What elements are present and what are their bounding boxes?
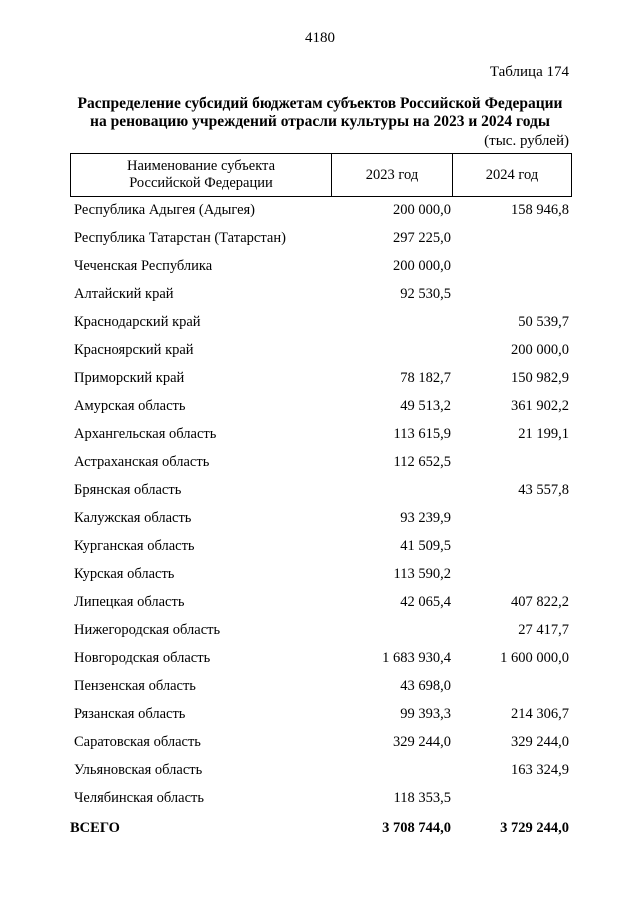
title-line-1: Распределение субсидий бюджетам субъектов Российской Федерации bbox=[77, 95, 563, 112]
value-2024: 27 417,7 bbox=[518, 622, 569, 638]
region-name: Алтайский край bbox=[74, 286, 174, 302]
header-year-2024: 2024 год bbox=[453, 154, 572, 196]
region-name: Архангельская область bbox=[74, 426, 217, 442]
region-name: Ульяновская область bbox=[74, 762, 203, 778]
value-2024: 361 902,2 bbox=[511, 398, 569, 414]
region-name: Новгородская область bbox=[74, 650, 211, 666]
region-name: Нижегородская область bbox=[74, 622, 221, 638]
value-2023: 113 590,2 bbox=[393, 566, 451, 582]
value-2023: 42 065,4 bbox=[400, 594, 451, 610]
value-2023: 93 239,9 bbox=[400, 510, 451, 526]
header-name-line-1: Наименование субъекта bbox=[126, 158, 276, 174]
table-row bbox=[70, 756, 572, 784]
region-name: Липецкая область bbox=[74, 594, 185, 610]
table-row bbox=[70, 364, 572, 392]
value-2024: 50 539,7 bbox=[518, 314, 569, 330]
value-2023: 200 000,0 bbox=[393, 202, 451, 218]
value-2024: 1 600 000,0 bbox=[500, 650, 569, 666]
table-row bbox=[70, 504, 572, 532]
region-name: Амурская область bbox=[74, 398, 186, 414]
table-row bbox=[70, 728, 572, 756]
value-2024: 3 729 244,0 bbox=[500, 820, 569, 836]
table-row bbox=[70, 448, 572, 476]
value-2024: 329 244,0 bbox=[511, 734, 569, 750]
table-row bbox=[70, 644, 572, 672]
value-2023: 112 652,5 bbox=[393, 454, 451, 470]
table-row bbox=[70, 532, 572, 560]
header-year-2023: 2023 год bbox=[332, 154, 453, 196]
table-row bbox=[70, 392, 572, 420]
region-name: Калужская область bbox=[74, 510, 192, 526]
table-row bbox=[70, 700, 572, 728]
region-name: Курганская область bbox=[74, 538, 195, 554]
value-2023: 49 513,2 bbox=[400, 398, 451, 414]
region-name: Пензенская область bbox=[74, 678, 196, 694]
header-region-name bbox=[70, 154, 332, 196]
value-2024: 214 306,7 bbox=[511, 706, 569, 722]
table-row bbox=[70, 420, 572, 448]
region-name: Курская область bbox=[74, 566, 175, 582]
value-2023: 78 182,7 bbox=[400, 370, 451, 386]
table-number: Таблица 174 bbox=[489, 64, 569, 80]
region-name: Рязанская область bbox=[74, 706, 186, 722]
table-row bbox=[70, 280, 572, 308]
table-row bbox=[70, 672, 572, 700]
region-name: Краснодарский край bbox=[74, 314, 201, 330]
header-name-line-2: Российской Федерации bbox=[129, 175, 273, 191]
value-2023: 43 698,0 bbox=[400, 678, 451, 694]
table-body bbox=[70, 196, 572, 842]
region-name: Чеченская Республика bbox=[74, 258, 213, 274]
table-header bbox=[70, 153, 572, 197]
page-number: 4180 bbox=[305, 30, 335, 46]
table-row bbox=[70, 616, 572, 644]
region-name: Челябинская область bbox=[74, 790, 204, 806]
region-name: Саратовская область bbox=[74, 734, 201, 750]
table-row bbox=[70, 224, 572, 252]
value-2023: 99 393,3 bbox=[400, 706, 451, 722]
value-2023: 200 000,0 bbox=[393, 258, 451, 274]
region-name: ВСЕГО bbox=[70, 820, 120, 836]
table-row bbox=[70, 588, 572, 616]
value-2023: 41 509,5 bbox=[400, 538, 451, 554]
table-row bbox=[70, 784, 572, 812]
value-2024: 43 557,8 bbox=[518, 482, 569, 498]
value-2024: 158 946,8 bbox=[511, 202, 569, 218]
table-row bbox=[70, 476, 572, 504]
value-2024: 163 324,9 bbox=[511, 762, 569, 778]
value-2024: 200 000,0 bbox=[511, 342, 569, 358]
document-title bbox=[0, 95, 640, 131]
value-2024: 407 822,2 bbox=[511, 594, 569, 610]
value-2023: 329 244,0 bbox=[393, 734, 451, 750]
table-row bbox=[70, 196, 572, 224]
value-2023: 92 530,5 bbox=[400, 286, 451, 302]
title-line-2: на реновацию учреждений отрасли культуры на 2023 и 2024 годы bbox=[90, 113, 550, 130]
table-row bbox=[70, 560, 572, 588]
value-2023: 1 683 930,4 bbox=[382, 650, 451, 666]
value-2023: 297 225,0 bbox=[393, 230, 451, 246]
table-row bbox=[70, 308, 572, 336]
value-2024: 150 982,9 bbox=[511, 370, 569, 386]
value-2023: 3 708 744,0 bbox=[382, 820, 451, 836]
value-2023: 113 615,9 bbox=[393, 426, 451, 442]
total-row bbox=[70, 814, 572, 842]
region-name: Красноярский край bbox=[74, 342, 194, 358]
table-row bbox=[70, 336, 572, 364]
region-name: Приморский край bbox=[74, 370, 185, 386]
value-2023: 118 353,5 bbox=[393, 790, 451, 806]
value-2024: 21 199,1 bbox=[518, 426, 569, 442]
units-label: (тыс. рублей) bbox=[484, 133, 569, 149]
region-name: Брянская область bbox=[74, 482, 182, 498]
region-name: Республика Адыгея (Адыгея) bbox=[74, 202, 256, 218]
region-name: Астраханская область bbox=[74, 454, 210, 470]
table-row bbox=[70, 252, 572, 280]
region-name: Республика Татарстан (Татарстан) bbox=[74, 230, 286, 246]
